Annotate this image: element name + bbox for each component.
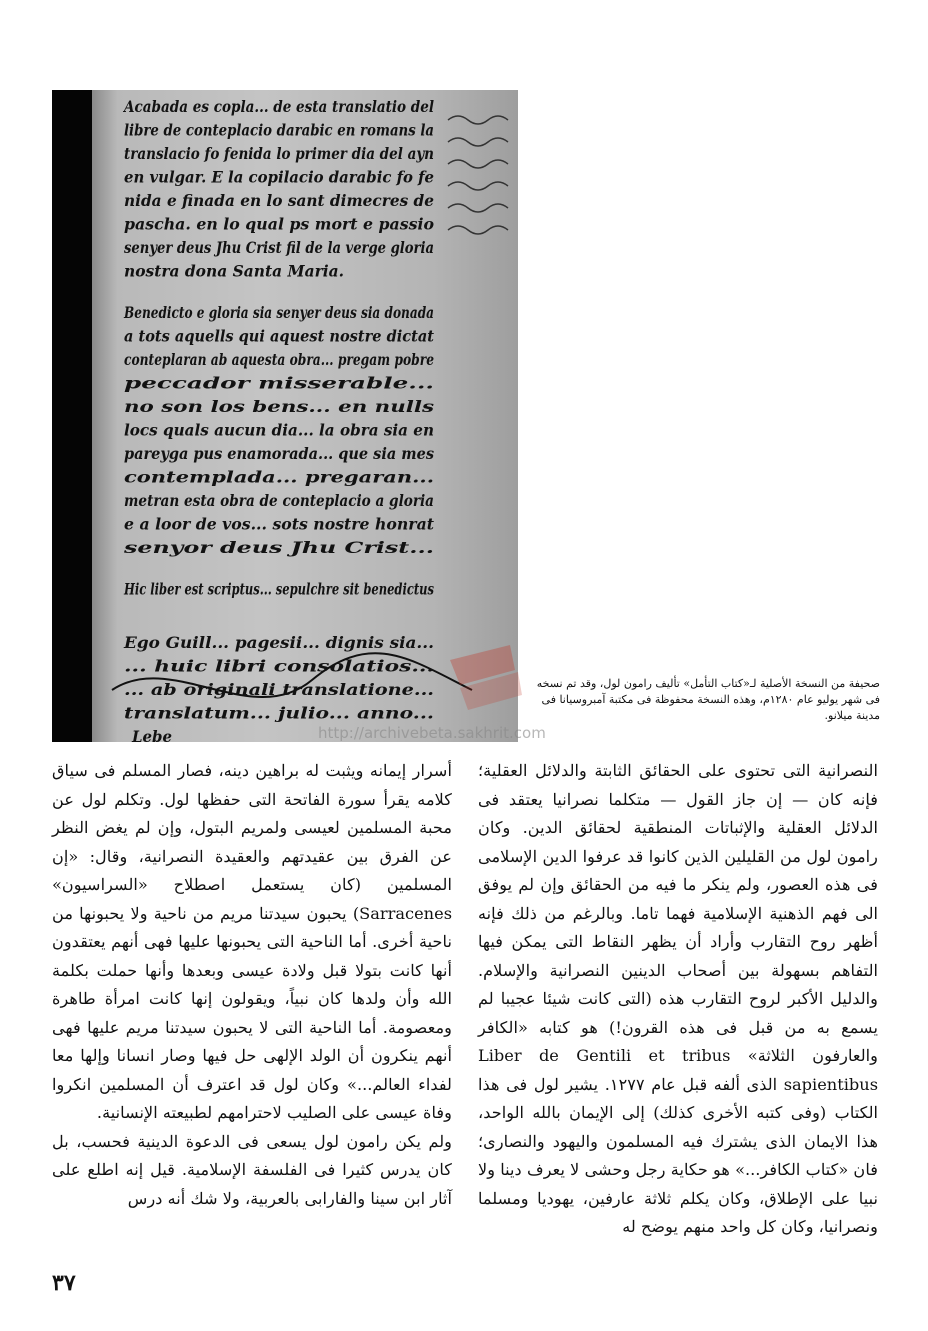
text-column-right [478,757,878,1242]
figure-caption: صحيفة من النسخة الأصلية لـ«كتاب التأمل» تأليف رامون لول، وقد تم نسخه فى شهر يوليو عام ١٢٨٠م، وهذه النسخة محفوظة فى مكتبة آمبروسيانا فى مدينة ميلانو. [536,677,880,722]
manuscript-line: a tots aquells qui aquest nostre dictat [124,326,435,346]
margin-note [448,160,508,168]
page-number: ٣٧ [52,1270,76,1296]
manuscript-line: pascha. en lo qual ps mort e passio [124,214,435,234]
margin-note [448,138,508,146]
manuscript-line: senyor deus Jhu Crist... [122,538,434,557]
manuscript-line: ... huic libri consolatios... [124,656,434,676]
manuscript-line: libre de conteplacio darabic en romans la [124,120,434,140]
manuscript-line: conteplaran ab aquesta obra... pregam pobre [124,350,434,369]
manuscript-line: translacio fo fenida lo primer dia del ayn [124,144,434,163]
manuscript-line: pareyga pus enamorada... que sia mes [124,444,434,463]
manuscript-line: peccador misserable... [124,373,434,393]
manuscript-line: e a loor de vos... sots nostre honrat [124,514,435,534]
manuscript-line: contemplada... pregaran... [124,467,434,487]
margin-note [448,182,508,190]
manuscript-line: en vulgar. E la copilacio darabic fo fe [124,167,434,187]
manuscript-line: no son los bens... en nulls [124,397,434,416]
text-column-left [52,757,452,1213]
manuscript-line: Lebe [131,727,172,742]
manuscript-line: nida e finada en lo sant dimecres de [124,191,434,210]
watermark-url: http://archivebeta.sakhrit.com [318,724,546,742]
manuscript-line: Benedicto e gloria sia senyer deus sia donada [123,303,434,322]
margin-note [448,204,508,212]
margin-note [448,116,508,124]
manuscript-line: Acabada es copla... de esta translatio del [122,97,434,116]
paragraph: ولم يكن رامون لول يسعى فى الدعوة الدينية فحسب، بل كان يدرس كثيرا فى الفلسفة الإسلامية. قيل إنه اطلع على آثار ابن سينا والفارابى بالعربية، ولا شك أنه درس [52,1131,452,1208]
paragraph: أسرار إيمانه ويثبت له براهين دينه، فصار المسلم فى سياق كلامه يقرأ سورة الفاتحة التى حفظها لول. وتكلم لول عن محبة المسلمين لعيسى ولمريم البتول، وإن لم يغض النظر عن الفرق بين عقيدتهم والعقيدة النصرانية، وقال: «إن المسلمين (كان يستعمل اصطلاح «السراسيون» Sarracenes) يحبون سيدتنا مريم من ناحية ولا يحبونها من ناحية أخرى. أما الناحية التى يحبونها عليها فهى أنهم يعتقدون أنها كانت بتولا قبل ولادة عيسى وبعدها وأنها حملت بكلمة الله وأن ولدها كان نبياً، ويقولون إنها كانت امرأة طاهرة ومعصومة. أما الناحية التى لا يحبون سيدتنا مريم عليها فهى أنهم ينكرون أن الولد الإلهى حل فيها وصار انسانا وإلها معا لفداء العالم...» وكان لول قد اعترف أن المسلمين انكروا وفاة عيسى على الصليب لاحترامهم لطبيعته الإنسانية. [52,761,452,1122]
manuscript-line: ... ab originali translatione... [124,680,434,699]
margin-note [448,226,508,234]
manuscript-line: nostra dona Santa Maria. [124,261,344,281]
manuscript-line: metran esta obra de conteplacio a gloria [124,491,434,510]
manuscript-line: senyer deus Jhu Crist fil de la verge gloria [123,238,434,257]
manuscript-line: locs quals aucun dia... la obra sia en [124,420,434,440]
paragraph: النصرانية التى تحتوى على الحقائق الثابتة والدلائل العقلية؛ فإنه كان — إن جاز القول — متكلما نصرانيا يعتقد فى الدلائل العقلية والإثباتات المنطقية لحقائق الدين. وكان رامون لول من القليلين الذين كانوا قد عرفوا الدين الإسلامى فى هذه العصور، ولم ينكر ما فيه من الحقائق وإن لم يوفق الى فهم الذهنية الإسلامية فهما تاما. وبالرغم من ذلك فإنه أظهر روح التقارب وأراد أن يظهر النقاط التى يمكن فيها التفاهم بسهولة بين أصحاب الدينين النصرانية والإسلام. والدليل الأكبر لروح التقارب هذه (التى كانت شيئا عجيبا لم يسمع به من قبل فى هذه القرون!) هو كتابه «الكافر والعارفون الثلاثة» Liber de Gentili et tribus sapientibus الذى ألفه قبل عام ١٢٧٧. يشير لول فى هذا الكتاب (وفى كتبه الأخرى كذلك) إلى الإيمان بالله الواحد، هذا الايمان الذى يشترك فيه المسلمون واليهود والنصارى؛ فان «كتاب الكافر...» هو حكاية رجل وحشى لا يعرف دينا ولا نبيا على الإطلاق، وكان يكلم ثلاثة عارفين، يهوديا ومسلما ونصرانيا، وكان كل واحد منهم يوضح له [478,761,878,1236]
manuscript-line: Hic liber est scriptus... sepulchre sit benedictus [123,579,434,599]
manuscript-line: translatum... julio... anno... [124,703,434,723]
manuscript-line: Ego Guill... pagesii... dignis sia... [122,633,434,652]
